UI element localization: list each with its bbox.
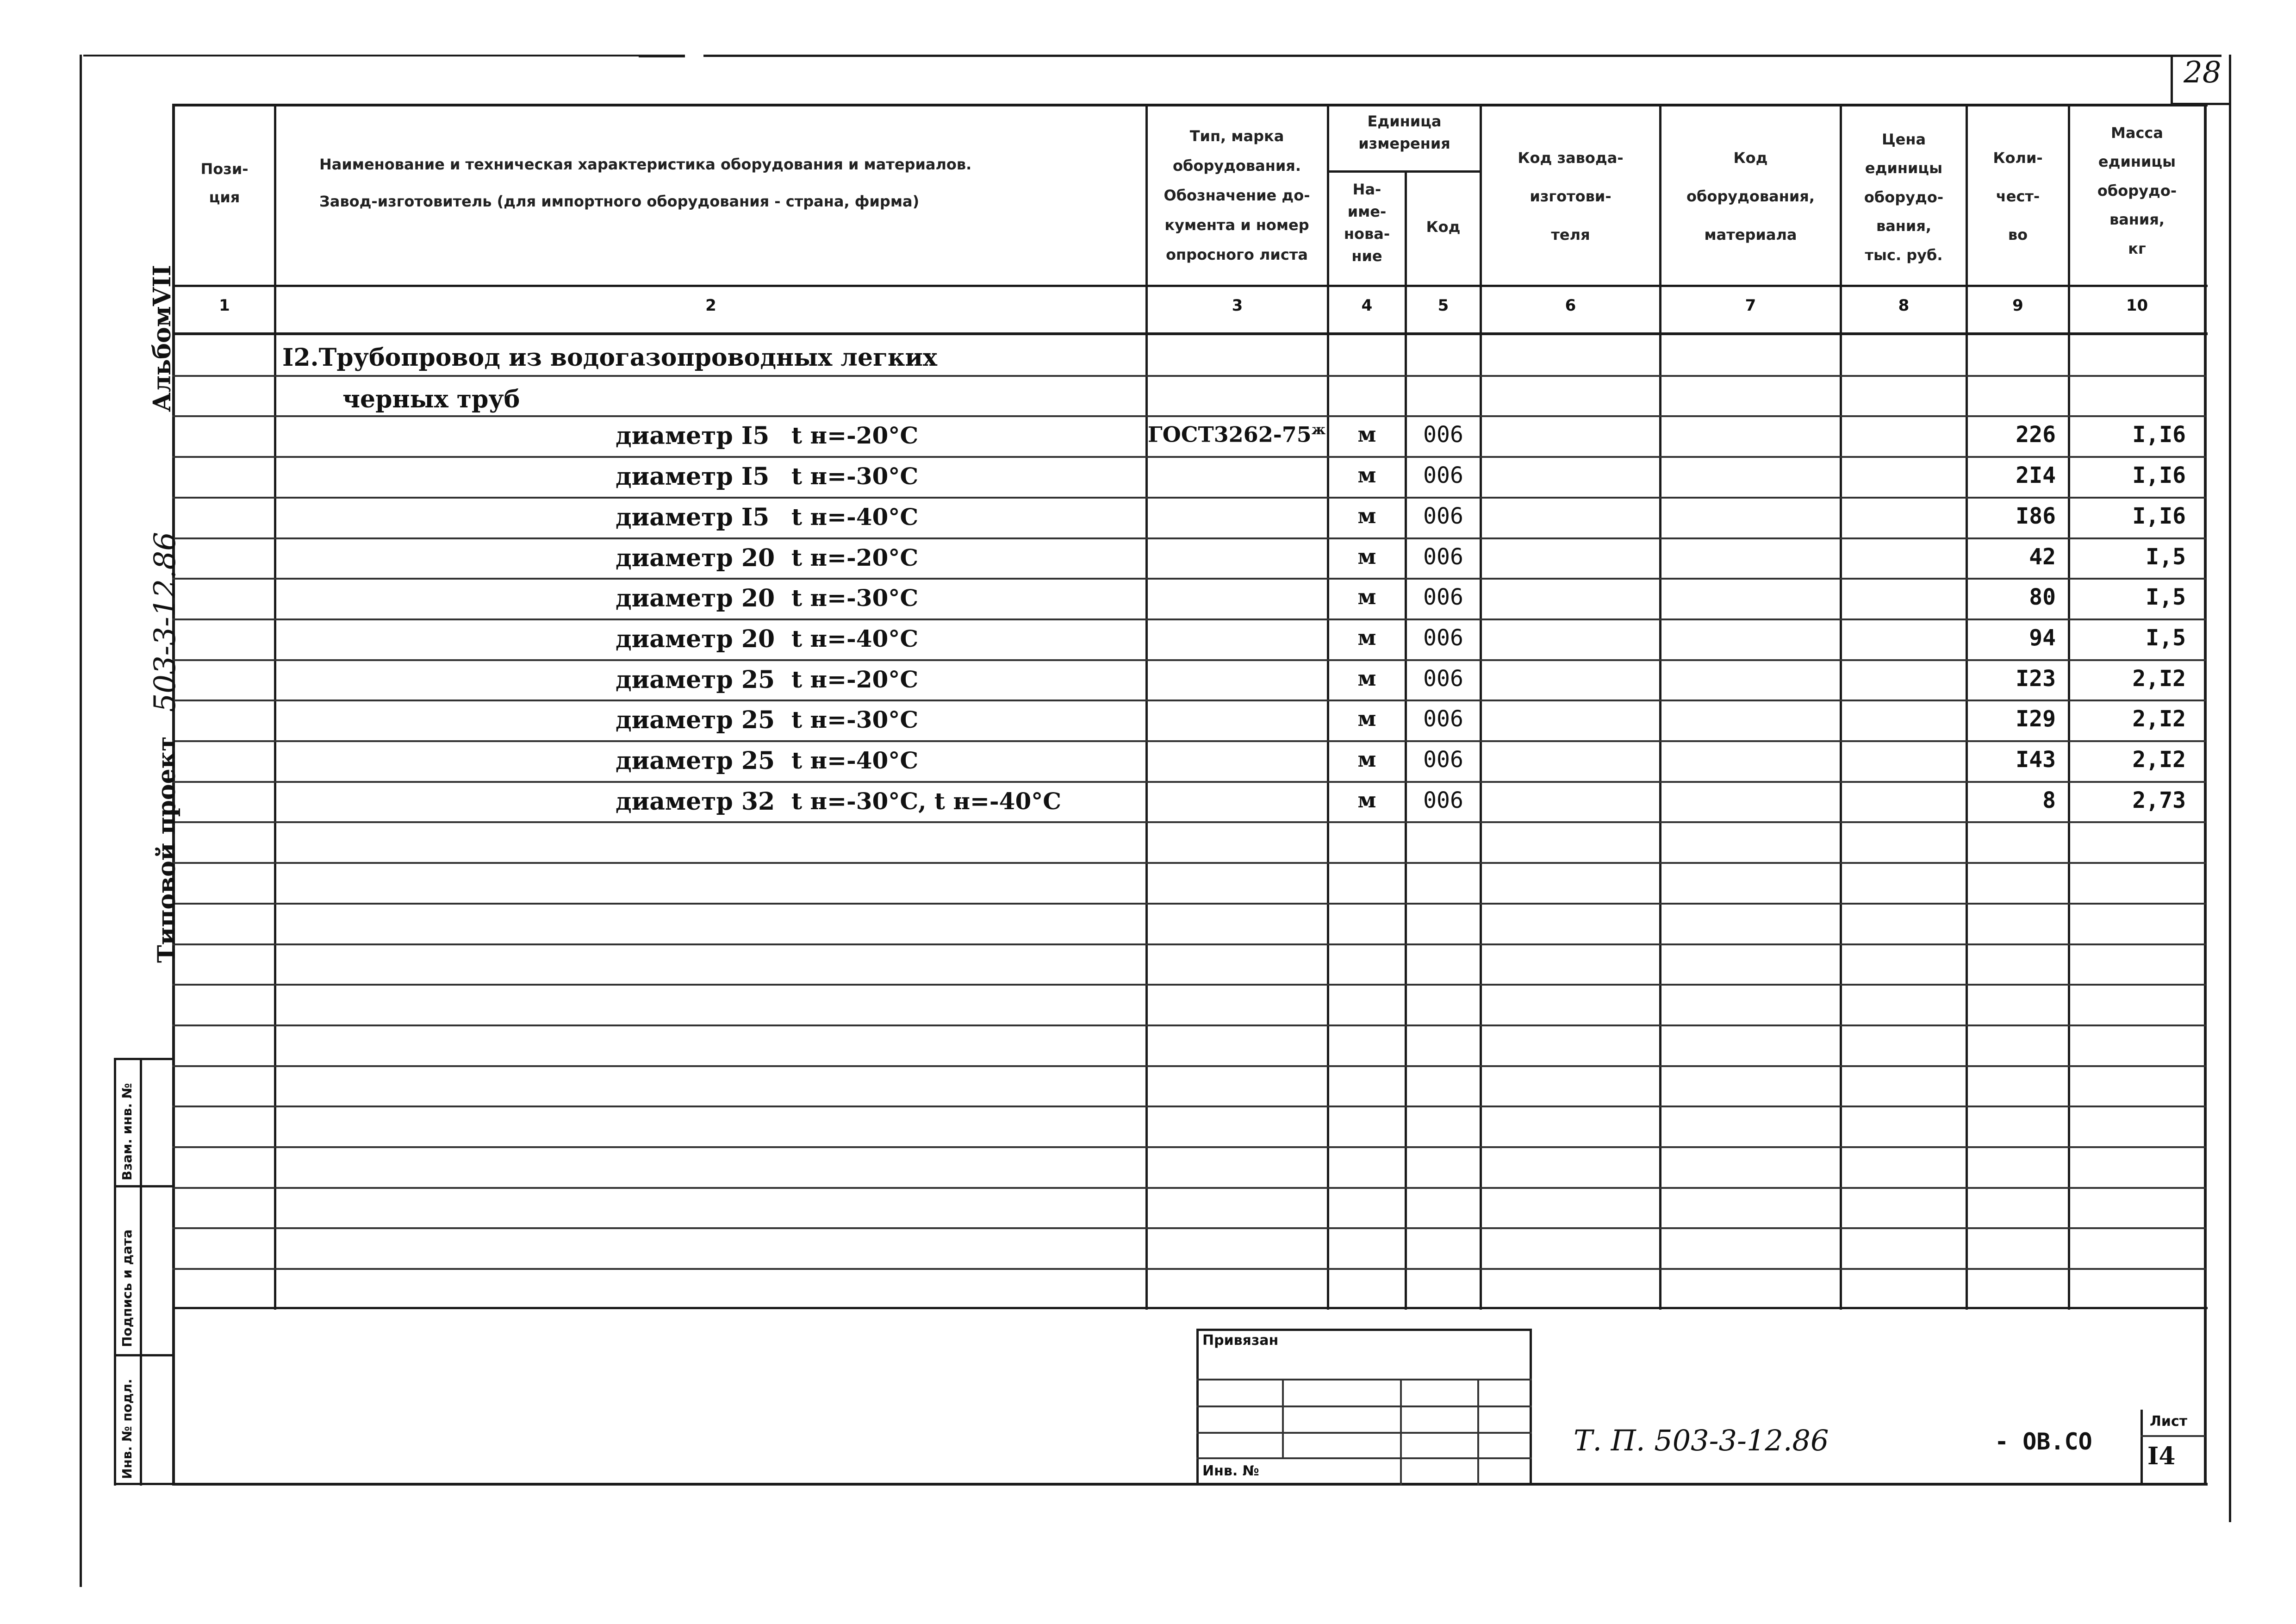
frame-top-dash [639,55,685,57]
stamp-line-4 [114,1483,174,1485]
row-line [172,375,2206,377]
album-label: АльбомVII [148,265,176,412]
header-position [176,155,273,212]
row-mass: I,I6 [2132,503,2186,529]
row-qty: 94 [2029,625,2056,651]
header-name-text: Наименование и техническая характеристика оборудования и материалов. Завод-изготовитель (для импортного оборудования - страна, фирма) [319,156,972,210]
row-temp: t н=-20°С [791,544,919,571]
row-qty: 226 [2016,422,2056,448]
header-equipment-code-text: Код оборудования, материала [1686,149,1815,244]
row-unit: м [1357,787,1376,812]
project-side-label [148,532,182,963]
row-mass: 2,I2 [2132,706,2186,732]
row-unit: м [1357,706,1376,731]
header-price-text: Цена единицы оборудо- вания, тыс. руб. [1864,131,1944,264]
row-unit: м [1357,625,1376,650]
row-line [172,943,2206,945]
row-unit: м [1357,503,1376,528]
row-code: 006 [1423,787,1463,813]
row-qty: I23 [2016,666,2056,692]
row-mass: I,5 [2146,625,2186,651]
header-price [1842,125,1966,269]
row-name: диаметр 25 [616,666,775,694]
colnum-7: 7 [1745,296,1756,315]
row-qty: 80 [2029,584,2056,610]
row-line [172,537,2206,539]
bound-box-vline-2 [1400,1379,1402,1485]
stamp-column-left [114,1058,116,1486]
row-temp: t н=-20°С [791,666,919,693]
row-mass: I,5 [2146,584,2186,610]
bound-box-line-3 [1196,1432,1532,1434]
stamp-line-2 [114,1185,174,1187]
col-divider-7 [1840,104,1842,1310]
sheet-box-split [2140,1435,2205,1437]
frame-top-line-2 [703,55,2221,57]
row-unit: м [1357,666,1376,691]
grid-bottom-line [172,1307,2208,1309]
header-unit-name [1329,178,1405,267]
row-code: 006 [1423,747,1463,773]
row-line [172,1065,2206,1067]
header-mass [2070,119,2204,263]
col-divider-1 [274,104,276,1310]
stamp-line-3 [114,1354,174,1356]
colnum-1: 1 [219,296,230,315]
row-line [172,497,2206,499]
row-line [172,984,2206,986]
stamp-column-mid [140,1058,142,1486]
frame-left-line [80,55,82,1587]
bound-box-line-4 [1196,1457,1532,1459]
row-line [172,862,2206,864]
stamp-replaced-inv: Взам. инв. № [119,1083,135,1181]
col-divider-5 [1480,104,1482,1310]
colnum-2: 2 [705,296,716,315]
row-unit: м [1357,462,1376,487]
row-code: 006 [1423,666,1463,692]
row-line [172,1024,2206,1026]
header-bottom-line [172,285,2208,287]
row-temp: t н=-30°С [791,584,919,612]
row-line [172,578,2206,580]
sheet-number: I4 [2147,1442,2176,1470]
header-mass-text: Масса единицы оборудо- вания, кг [2097,124,2177,257]
unit-header-split [1327,170,1480,173]
row-line [172,456,2206,458]
page-number: 28 [2184,56,2221,90]
bound-box-top [1196,1329,1532,1331]
row-qty: I29 [2016,706,2056,732]
row-code: 006 [1423,544,1463,570]
row-name: диаметр I5 [616,462,770,491]
row-code: 006 [1423,706,1463,732]
header-position-text: Пози- ция [200,160,249,206]
header-name [278,146,1041,220]
bound-box-line-1 [1196,1379,1532,1380]
row-temp: t н=-30°С, t н=-40°С [791,787,1062,815]
colnum-3: 3 [1232,296,1243,315]
row-unit: м [1357,544,1376,569]
row-name: диаметр 20 [616,584,775,612]
row-name: диаметр 20 [616,625,775,653]
colnum-10: 10 [2126,296,2148,315]
row-doc-mark: ж [1311,422,1326,438]
header-unit-code [1407,213,1480,241]
row-line [172,781,2206,783]
row-mass: I,5 [2146,544,2186,570]
table-bottom-border [172,1483,2208,1486]
row-temp: t н=-40°С [791,503,919,531]
doc-suffix: - ОВ.СО [1995,1428,2092,1455]
row-line [172,1268,2206,1270]
inv-label: Инв. № [1202,1463,1259,1479]
header-unit-text: Единица измерения [1358,112,1450,152]
project-side-number: 503-3-12.86 [148,532,182,712]
row-temp: t н=-30°С [791,706,919,733]
row-unit: м [1357,422,1376,447]
row-unit: м [1357,584,1376,609]
page-number-box-left [2171,55,2173,106]
frame-top-line-1 [83,55,685,56]
header-factory-code-text: Код завода- изготови- теля [1518,149,1624,244]
frame-right-line [2229,55,2231,1522]
header-equipment-code [1661,139,1840,255]
row-line [172,415,2206,417]
row-mass: 2,73 [2132,787,2186,813]
project-side-title: Типовой проект [153,736,181,963]
row-qty: 2I4 [2016,462,2056,488]
row-line [172,1146,2206,1148]
col-divider-6 [1659,104,1661,1310]
row-qty: 42 [2029,544,2056,570]
sheet-box-left [2140,1410,2143,1485]
section-title: I2.Трубопровод из водогазопроводных легких [282,344,938,372]
header-type [1148,121,1326,269]
row-code: 006 [1423,462,1463,488]
row-line [172,821,2206,823]
row-mass: I,I6 [2132,422,2186,448]
row-name: диаметр 32 [616,787,775,816]
row-mass: I,I6 [2132,462,2186,488]
row-mass: 2,I2 [2132,747,2186,773]
stamp-signature-date: Подпись и дата [119,1229,135,1347]
row-line [172,1187,2206,1189]
row-temp: t н=-40°С [791,747,919,774]
bound-box-line-2 [1196,1405,1532,1407]
row-line [172,1106,2206,1107]
row-code: 006 [1423,625,1463,651]
number-row-bottom-line [172,332,2208,335]
row-code: 006 [1423,584,1463,610]
table-right-border [2204,104,2207,1486]
bound-box-vline-1 [1282,1379,1284,1457]
row-name: диаметр 25 [616,706,775,734]
header-quantity [1968,139,2068,255]
colnum-9: 9 [2012,296,2023,315]
row-mass: 2,I2 [2132,666,2186,692]
col-divider-2 [1145,104,1148,1310]
row-name: диаметр 25 [616,747,775,775]
row-temp: t н=-20°С [791,422,919,449]
row-name: диаметр 20 [616,544,775,572]
row-name: диаметр I5 [616,422,770,450]
header-unit-code-text: Код [1426,218,1461,236]
colnum-8: 8 [1898,296,1910,315]
header-unit [1329,110,1480,155]
header-quantity-text: Коли- чест- во [1993,149,2043,244]
row-line [172,740,2206,742]
row-temp: t н=-40°С [791,625,919,652]
colnum-4: 4 [1361,296,1373,315]
row-line [172,1227,2206,1229]
doc-code: Т. П. 503-3-12.86 [1574,1424,1829,1457]
colnum-5: 5 [1437,296,1449,315]
row-line [172,659,2206,661]
stamp-inv-original: Инв. № подл. [119,1379,135,1479]
header-type-text: Тип, марка оборудования. Обозначение до- кумента и номер опросного листа [1164,127,1310,263]
bound-label: Привязан [1202,1332,1279,1349]
row-doc: $ГОСТ3262-75^ж$ [1148,422,1326,447]
colnum-6: 6 [1565,296,1576,315]
row-qty: I43 [2016,747,2056,773]
stamp-line-1 [114,1058,174,1060]
row-name: диаметр I5 [616,503,770,531]
row-unit: м [1357,747,1376,772]
row-qty: 8 [2042,787,2056,813]
row-code: 006 [1423,503,1463,529]
row-line [172,700,2206,701]
section-title-2: черных труб [342,385,520,413]
row-line [172,618,2206,620]
header-unit-name-text: На- име- нова- ние [1344,181,1390,265]
row-qty: I86 [2016,503,2056,529]
row-temp: t н=-30°С [791,462,919,490]
bound-box-vline-3 [1477,1379,1479,1485]
sheet-label: Лист [2150,1413,2188,1430]
row-line [172,903,2206,905]
header-factory-code [1482,139,1659,255]
row-code: 006 [1423,422,1463,448]
table-top-border [172,104,2208,106]
